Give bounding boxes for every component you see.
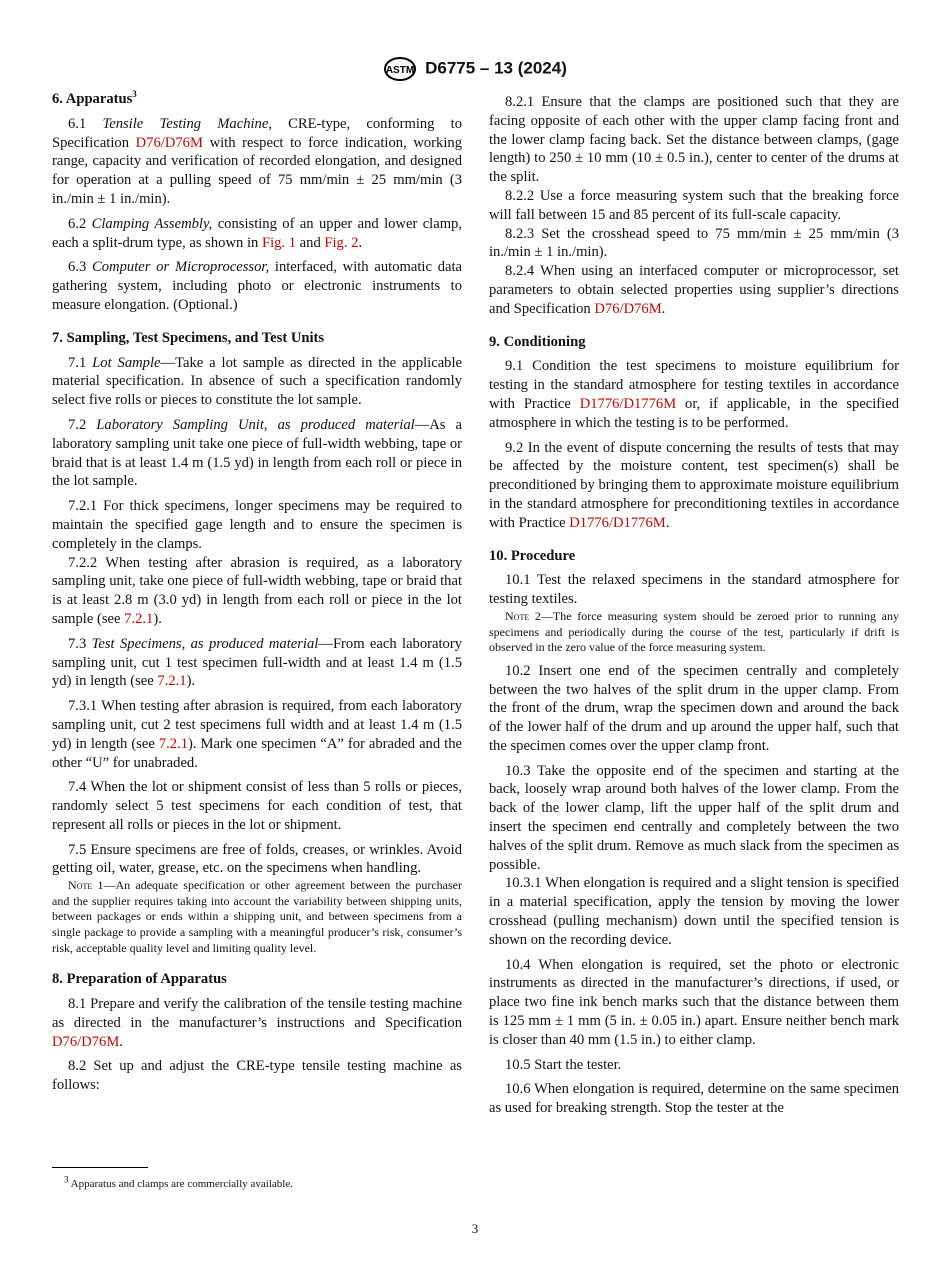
text-run: —Take a lot sample as directed in the applicable material specification. In absence of such a specification randomly select five rolls or pieces to constitute the lot sample. — [52, 354, 463, 409]
text-run: ). Mark one specimen “A” for abraded and the other “U” for unabraded. — [52, 735, 462, 771]
paragraph — [489, 956, 899, 1050]
text-run: consisting of an upper and lower clamp, each a split-drum type, as shown in — [52, 215, 463, 251]
text-run: Note — [68, 878, 93, 893]
text-run: 6.2 — [68, 215, 92, 232]
paragraph — [489, 439, 899, 533]
text-run: 7.2.2 When testing after abrasion is required, as a laboratory sampling unit, take one piece of full-width webbing, tape or braid that is at least 2.8 m (3.0 yd) in length from each roll or piece in the lot sample (see — [52, 554, 462, 627]
text-run: 10.2 Insert one end of the specimen centrally and completely between the two halves of the split drum in the upper clamp. From the front of the drum, wrap the specimen down and around the back of the lower half of the drum and up around the upper half, such that the specimen comes over the upper clamp front. — [489, 662, 899, 754]
text-run: 7.1 — [68, 354, 93, 371]
reference-link[interactable]: D76/D76M — [594, 300, 662, 317]
paragraph — [52, 215, 462, 253]
section-heading — [52, 970, 462, 989]
text-run: ). — [153, 610, 162, 627]
text-run: and — [296, 234, 325, 251]
text-run: 6. Apparatus — [52, 91, 133, 107]
text-run: Note — [505, 608, 530, 623]
paragraph — [489, 874, 899, 949]
reference-link[interactable]: D76/D76M — [135, 134, 203, 151]
reference-link[interactable]: 7.2.1 — [157, 673, 187, 690]
reference-link[interactable]: 7.2.1 — [158, 735, 189, 752]
paragraph — [489, 571, 899, 609]
footnote-ref: 3 — [132, 89, 137, 100]
text-run: 6.3 — [68, 259, 93, 276]
text-run: 7.3 — [68, 635, 92, 652]
footnote — [52, 1174, 452, 1190]
reference-link[interactable]: D76/D76M — [52, 1033, 120, 1050]
svg-text:ASTM: ASTM — [385, 65, 415, 76]
text-run: Tensile Testing Machine, — [102, 115, 272, 132]
note — [489, 609, 899, 656]
paragraph — [489, 1080, 899, 1118]
text-run: 9.2 In the event of dispute concerning the results of tests that may be affected by the moisture content, test specimen(s) shall be preconditioned by bringing them to approximate moisture equilibrium in the standard atmosphere for preconditioning textiles in accordance with Practice — [489, 439, 899, 531]
right-column — [489, 93, 899, 1124]
page-number: 3 — [471, 1221, 479, 1236]
text-run: 10.1 Test the relaxed specimens in the standard atmosphere for testing textiles. — [489, 572, 899, 608]
paragraph — [489, 187, 899, 225]
paragraph — [489, 662, 899, 756]
text-run: 7.4 When the lot or shipment consist of less than 5 rolls or pieces, randomly select 5 test specimens for each condition of test, that represent all rolls or pieces in the lot or shipment. — [52, 779, 462, 833]
paragraph — [52, 554, 462, 629]
footnote-mark: 3 — [64, 1174, 69, 1185]
text-run: . — [358, 234, 363, 251]
text-run: . — [661, 300, 666, 317]
paragraph — [52, 1057, 462, 1095]
text-run: 8. Preparation of Apparatus — [52, 971, 227, 988]
text-run: CRE-type, conforming to Specification — [52, 115, 463, 151]
paragraph — [52, 635, 462, 691]
paragraph — [489, 262, 899, 318]
paragraph — [52, 354, 462, 410]
text-run: 10.5 Start the tester. — [505, 1056, 622, 1073]
left-column — [52, 90, 462, 1101]
footnote-text: Apparatus and clamps are commercially available. — [68, 1178, 293, 1190]
text-run: 10.3.1 When elongation is required and a slight tension is specified in a material specification, apply the tension by moving the lower crosshead (pulling mechanism) down until the specified tension is shown on the recording device. — [489, 875, 899, 948]
text-run: . — [119, 1033, 123, 1050]
section-heading — [52, 329, 462, 348]
text-run: . — [665, 514, 670, 531]
text-run: 8.2.3 Set the crosshead speed to 75 mm/min ± 25 mm/min (3 in./min ± 1 in./min). — [489, 225, 899, 261]
paragraph — [52, 778, 462, 834]
footnote-divider — [52, 1167, 148, 1168]
astm-logo-icon — [383, 56, 417, 82]
text-run: 10.3 Take the opposite end of the specimen and starting at the back, loosely wrap around both halves of the lower clamp. From the back of the lower clamp, lift the upper half of the split drum and insert the specimen end centrally and completely between the two halves of the split drum. Remove as much slack from the specimen as possible. — [489, 762, 899, 873]
section-heading — [489, 547, 899, 566]
paragraph — [52, 115, 462, 209]
reference-link[interactable]: 7.2.1 — [124, 610, 154, 627]
text-run: 7.5 Ensure specimens are free of folds, creases, or wrinkles. Avoid getting oil, water, grease, etc. on the specimens when handling. — [52, 841, 462, 877]
section-heading — [489, 333, 899, 352]
text-run: 7.2 — [68, 416, 97, 433]
text-run: Laboratory Sampling Unit, as produced material — [96, 416, 415, 433]
paragraph — [52, 258, 462, 314]
reference-link[interactable]: Fig. 1 — [261, 234, 297, 251]
paragraph — [489, 762, 899, 875]
text-run: 7.2.1 For thick specimens, longer specimens may be required to maintain the specified gage length and to ensure the specimen is completely in the clamps. — [52, 498, 462, 552]
text-run: 8.2 Set up and adjust the CRE-type tensile testing machine as follows: — [52, 1058, 462, 1094]
text-run: 10. Procedure — [489, 547, 576, 564]
text-run: 7. Sampling, Test Specimens, and Test Units — [52, 329, 325, 346]
text-run: 9. Conditioning — [489, 333, 586, 350]
text-run: interfaced, with automatic data gathering system, including photo or electronic instruments to measure elongation. (Optional.) — [52, 259, 463, 313]
text-run: 7.3.1 When testing after abrasion is required, from each laboratory sampling unit, cut 2 test specimens full width and at least 1.4 m (1.5 yd) in length (see — [52, 698, 462, 752]
note — [52, 878, 462, 956]
text-run: Lot Sample — [92, 354, 161, 371]
paragraph — [52, 697, 462, 772]
text-run: 2—The force measuring system should be zeroed prior to running any specimens and periodically during the course of the test, particularly if drift is observed in the zero value of the force measuring system. — [489, 608, 899, 655]
text-run: 8.2.1 Ensure that the clamps are positioned such that they are facing opposite of each other with the upper clamp facing front and the lower clamp facing back. Set the distance between clamps, (gage length) to 250 ± 10 mm (10 ± 0.5 in.), center to center of the drums at the split. — [489, 94, 899, 186]
text-run: 6.1 — [68, 115, 103, 132]
text-run: —From each laboratory sampling unit, cut 1 test specimen full-width and at least 1.4 m (1.5 yd) in length (see — [52, 635, 463, 690]
text-run: ). — [186, 673, 196, 690]
text-run: 9.1 Condition the test specimens to moisture equilibrium for testing in the standard atmosphere for testing textiles in accordance with Practice — [489, 358, 899, 412]
paragraph — [52, 841, 462, 879]
text-run: Computer or Microprocessor, — [92, 259, 270, 276]
paragraph — [489, 1056, 899, 1075]
text-run: 8.2.4 When using an interfaced computer or microprocessor, set parameters to obtain selected properties using supplier’s directions and Specification — [489, 263, 899, 317]
page-header — [0, 56, 950, 82]
text-run: Clamping Assembly, — [91, 215, 213, 232]
reference-link[interactable]: D1776/D1776M — [579, 395, 677, 412]
reference-link[interactable]: D1776/D1776M — [569, 514, 666, 531]
paragraph — [52, 497, 462, 553]
paragraph — [489, 225, 899, 263]
document-designation: D6775 – 13 (2024) — [425, 58, 567, 78]
paragraph — [52, 416, 462, 491]
paragraph — [489, 93, 899, 187]
text-run: 1—An adequate specification or other agreement between the purchaser and the supplier requires taking into account the variability between shipping units, between packages or ends within a shipping unit, and between specimens from a single package to provide a sampling with a meaningful producer’s risk, consumer’s risk, acceptable quality level and limiting quality level. — [52, 878, 462, 955]
text-run: 8.2.2 Use a force measuring system such that the breaking force will fall between 15 and 85 percent of its full-scale capacity. — [489, 187, 899, 223]
reference-link[interactable]: Fig. 2 — [324, 234, 359, 251]
text-run: 8.1 Prepare and verify the calibration of the tensile testing machine as directed in the manufacturer’s instructions and Specification — [52, 996, 462, 1031]
paragraph — [52, 995, 462, 1051]
text-run: 10.4 When elongation is required, set the photo or electronic instruments as directed in the manufacturer’s directions, if used, or place two fine ink bench marks such that the distance between them is 125 mm ± 1 mm (5 in. ± 0.05 in.) apart. Ensure neither bench mark is closer than 40 mm (1.5 in.) to either clamp. — [489, 956, 899, 1048]
section-heading — [52, 90, 462, 109]
text-run: Test Specimens, as produced material — [91, 635, 319, 652]
text-run: with respect to force indication, working range, capacity and verification of recorded elongation, and designed for operation at a pulling speed of 75 mm/min ± 25 mm/min (3 in./min ± 1 in./min). — [52, 134, 462, 207]
text-run: or, if applicable, in the specified atmosphere in which the testing is to be performed. — [489, 395, 899, 431]
text-run: —As a laboratory sampling unit take one piece of full-width webbing, tape or braid that is at least 1.4 m (1.5 yd) in length from each roll or piece in the lot sample. — [52, 416, 462, 490]
text-run: 10.6 When elongation is required, determine on the same specimen as used for breaking strength. Stop the tester at the — [489, 1081, 899, 1117]
paragraph — [489, 357, 899, 432]
